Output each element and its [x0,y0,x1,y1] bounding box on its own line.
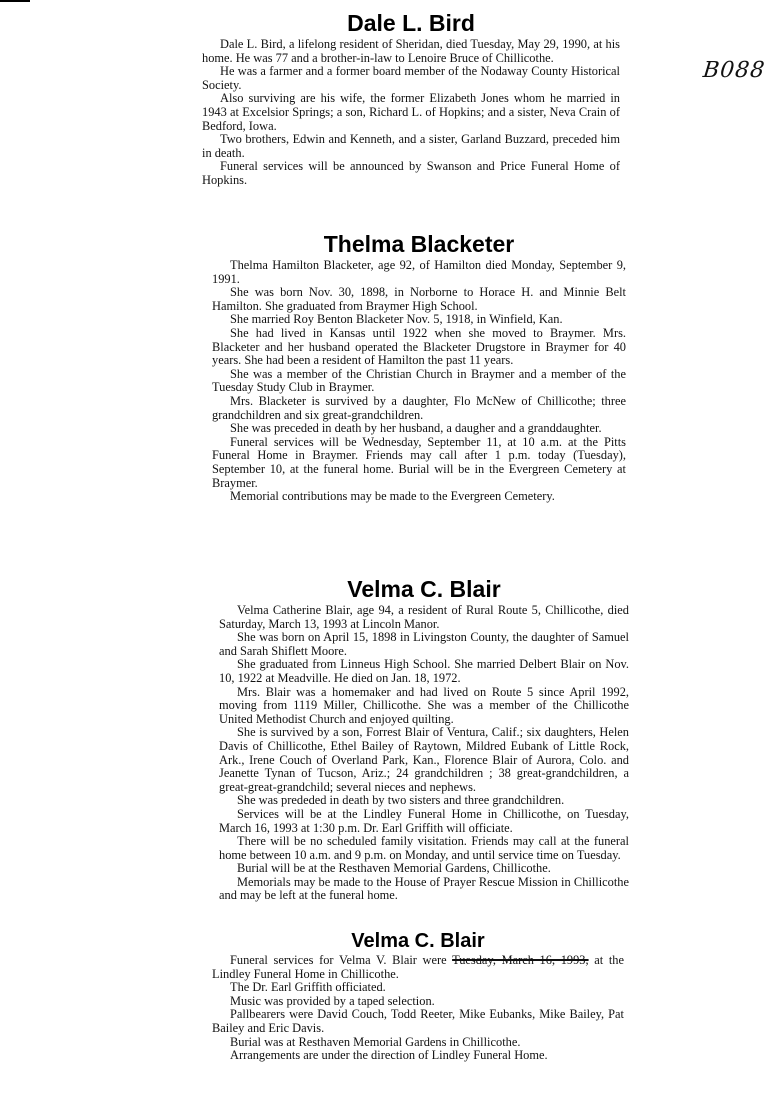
obituary-heading: Velma C. Blair [351,930,485,952]
obituary-paragraph: Mrs. Blair was a homemaker and had lived on Route 5 since April 1992, moving from 1119 Miller, Chillicothe. She was a member of the Chillicothe United Methodist Church and enjoyed quilting. [219,684,629,726]
obituary-paragraph: Memorials may be made to the House of Prayer Rescue Mission in Chillicothe and may be left at the funeral home. [219,874,629,903]
obituary-paragraph: Thelma Hamilton Blacketer, age 92, of Hamilton died Monday, September 9, 1991. [212,258,626,286]
scan-corner-mark [0,0,30,2]
obituary-paragraph: There will be no scheduled family visitation. Friends may call at the funeral home between 10 a.m. and 9 p.m. on Monday, and until service time on Tuesday. [219,834,629,862]
obituary-heading: Velma C. Blair [347,576,501,602]
obituary-paragraph: Also surviving are his wife, the former Elizabeth Jones whom he married in 1943 at Excelsior Springs; a son, Richard L. of Hopkins; and a sister, Neva Crain of Bedford, Iowa. [202,91,620,133]
obituary-heading: Thelma Blacketer [323,231,515,257]
obituary-paragraph: She married Roy Benton Blacketer Nov. 5, 1918, in Winfield, Kan. [230,312,563,327]
obituary-paragraph: She was born Nov. 30, 1898, in Norborne to Horace H. and Minnie Belt Hamilton. She graduated from Braymer High School. [212,285,626,313]
notice-text-after: at the Lindley Funeral Home in Chillicothe. [212,953,624,981]
handwritten-file-code: B088 [701,58,767,83]
obituary-heading: Dale L. Bird [347,10,475,36]
obituary-thelma-blacketer [212,231,626,504]
obituary-velma-blair [219,576,629,903]
obituary-paragraph: She was born on April 15, 1898 in Livingston County, the daughter of Samuel and Sarah Shiflett Moore. [219,630,629,658]
obituary-paragraph: Mrs. Blacketer is survived by a daughter, Flo McNew of Chillicothe; three grandchildren and six great-grandchildren. [212,393,626,422]
obituary-paragraph: Dale L. Bird, a lifelong resident of Sheridan, died Tuesday, May 29, 1990, at his home. He was 77 and a brother-in-law to Lenoire Bruce of Chillicothe. [202,37,620,65]
funeral-notice-velma-blair [212,930,624,1063]
obituary-paragraph: She was preceded in death by her husband, a daugher and a granddaughter. [230,421,602,436]
obituary-paragraph: She graduated from Linneus High School. She married Delbert Blair on Nov. 10, 1922 at Meadville. He died on Jan. 18, 1972. [219,657,629,685]
obituary-paragraph: She is survived by a son, Forrest Blair of Ventura, Calif.; six daughters, Helen Davis of Chillicothe, Ethel Bailey of Raytown, Mildred Eubank of Little Rock, Ark., Irene Couch of Overland Park, Kan., Florence Blair of Aurora, Colo. and Jeanette Tynan of Tucson, Ariz.; 24 grandchildren ; 38 great-grandchildren, a great-great-grandchild; several nieces and nephews. [219,725,629,794]
obituary-paragraph [212,954,624,981]
obituary-paragraph: Burial was at Resthaven Memorial Gardens in Chillicothe. [230,1034,521,1049]
struck-out-date: Tuesday, March 16, 1993, [452,953,589,967]
obituary-paragraph: He was a farmer and a former board member of the Nodaway County Historical Society. [202,64,620,92]
obituary-paragraph: She had lived in Kansas until 1922 when she moved to Braymer. Mrs. Blacketer and her husband operated the Blacketer Drugstore in Braymer for 40 years. She had been a resident of Hamilton the past 11 years. [212,325,626,368]
obituary-paragraph: The Dr. Earl Griffith officiated. [230,980,386,995]
obituary-paragraph: Burial will be at the Resthaven Memorial Gardens, Chillicothe. [237,861,551,876]
obituary-dale-bird [202,10,620,188]
obituary-paragraph: Pallbearers were David Couch, Todd Reeter, Mike Eubanks, Mike Bailey, Pat Bailey and Eric Davis. [212,1007,624,1035]
obituary-paragraph: Funeral services will be announced by Swanson and Price Funeral Home of Hopkins. [202,159,620,187]
obituary-paragraph: Memorial contributions may be made to the Evergreen Cemetery. [230,489,555,504]
obituary-paragraph: Velma Catherine Blair, age 94, a resident of Rural Route 5, Chillicothe, died Saturday, March 13, 1993 at Lincoln Manor. [219,603,629,631]
notice-text-before: Funeral services for Velma V. Blair were [230,953,447,967]
obituary-paragraph: She was a member of the Christian Church in Braymer and a member of the Tuesday Study Club in Braymer. [212,366,626,395]
obituary-paragraph: Arrangements are under the direction of Lindley Funeral Home. [230,1048,548,1063]
obituary-paragraph: Services will be at the Lindley Funeral Home in Chillicothe, on Tuesday, March 16, 1993 at 1:30 p.m. Dr. Earl Griffith will officiate. [219,806,629,835]
obituary-paragraph: Music was provided by a taped selection. [230,993,435,1008]
obituary-paragraph: Funeral services will be Wednesday, September 11, at 10 a.m. at the Pitts Funeral Home in Braymer. Friends may call after 1 p.m. today (Tuesday), September 10, at the funeral home. Burial will be in the Evergreen Cemetery at Braymer. [212,434,626,490]
obituary-paragraph: She was prededed in death by two sisters and three grandchildren. [237,793,565,808]
obituary-paragraph: Two brothers, Edwin and Kenneth, and a sister, Garland Buzzard, preceded him in death. [202,132,620,160]
